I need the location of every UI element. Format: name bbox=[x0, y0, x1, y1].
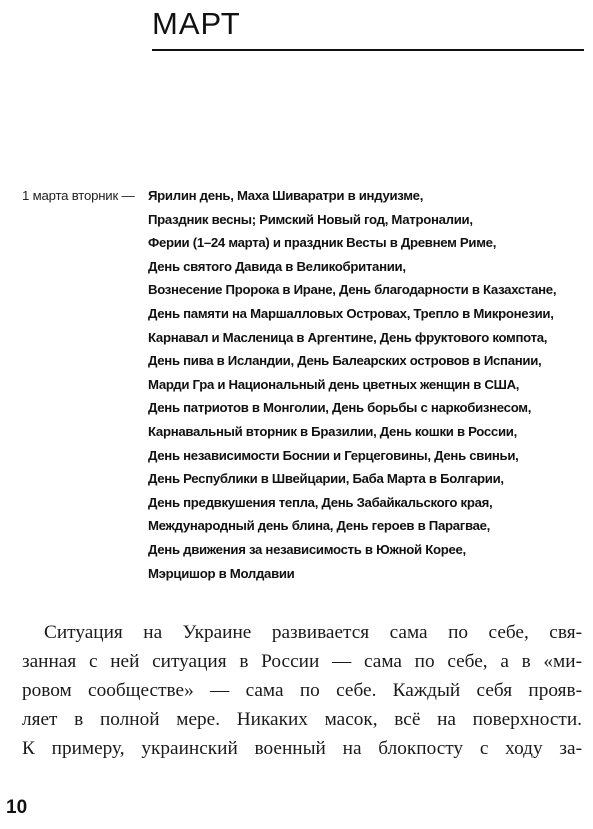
calendar-row bbox=[22, 491, 582, 515]
holiday-line: День памяти на Маршалловых Островах, Трепло в Микронезии, bbox=[148, 305, 554, 321]
chapter-title: МАРТ bbox=[152, 6, 241, 41]
calendar-row bbox=[22, 349, 582, 373]
calendar-row bbox=[22, 231, 582, 255]
paragraph-line: Ситуация на Украине развивается сама по себе, свя- bbox=[44, 622, 582, 643]
calendar-row bbox=[22, 184, 582, 208]
holiday-line: Вознесение Пророка в Иране, День благодарности в Казахстане, bbox=[148, 282, 557, 298]
holiday-line: День святого Давида в Великобритании, bbox=[148, 258, 406, 274]
body-paragraph bbox=[22, 618, 582, 763]
holiday-line: День Республики в Швейцарии, Баба Марта в Болгарии, bbox=[148, 471, 504, 487]
paragraph-line: занная с ней ситуация в России — сама по себе, а в «ми- bbox=[22, 651, 582, 672]
holiday-line: День патриотов в Монголии, День борьбы с наркобизнесом, bbox=[148, 400, 532, 416]
paragraph-line: К примеру, украинский военный на блокпосту с ходу за- bbox=[22, 738, 582, 759]
calendar-row bbox=[22, 326, 582, 350]
holiday-line: День предвкушения тепла, День Забайкальского края, bbox=[148, 494, 493, 510]
calendar-row bbox=[22, 208, 582, 232]
holiday-line: Международный день блина, День героев в Парагвае, bbox=[148, 518, 491, 534]
paragraph-line: ляет в полной мере. Никаких масок, всё на поверхности. bbox=[22, 709, 582, 730]
calendar-row bbox=[22, 278, 582, 302]
paragraph-line: ровом сообществе» — сама по себе. Каждый себя прояв- bbox=[22, 680, 582, 701]
header-rule bbox=[152, 49, 584, 51]
holiday-line: День пива в Исландии, День Балеарских островов в Испании, bbox=[148, 353, 542, 369]
calendar-row bbox=[22, 396, 582, 420]
page-number: 10 bbox=[6, 797, 28, 818]
holiday-line: Карнавальный вторник в Бразилии, День кошки в России, bbox=[148, 423, 517, 439]
calendar-row bbox=[22, 538, 582, 562]
calendar-row bbox=[22, 302, 582, 326]
holiday-line: Ярилин день, Маха Шиваратри в индуизме, bbox=[148, 188, 424, 203]
calendar-row bbox=[22, 467, 582, 491]
calendar-row bbox=[22, 444, 582, 468]
calendar-row bbox=[22, 562, 582, 586]
holiday-line: Мэрцишор в Молдавии bbox=[148, 565, 295, 581]
calendar-row bbox=[22, 514, 582, 538]
calendar-row bbox=[22, 255, 582, 279]
calendar-row bbox=[22, 420, 582, 444]
calendar-row bbox=[22, 373, 582, 397]
calendar-date-label: 1 марта вторник — bbox=[22, 188, 135, 203]
holiday-line: Ферии (1–24 марта) и праздник Весты в Древнем Риме, bbox=[148, 235, 497, 251]
calendar-entry bbox=[22, 184, 582, 585]
holiday-line: Карнавал и Масленица в Аргентине, День фруктового компота, bbox=[148, 329, 548, 345]
holiday-line: Праздник весны; Римский Новый год, Матроналии, bbox=[148, 211, 473, 227]
chapter-header bbox=[152, 2, 584, 44]
holiday-line: Марди Гра и Национальный день цветных женщин в США, bbox=[148, 376, 520, 392]
holiday-line: День движения за независимость в Южной Корее, bbox=[148, 541, 466, 557]
holiday-line: День независимости Боснии и Герцеговины, День свиньи, bbox=[148, 447, 519, 463]
